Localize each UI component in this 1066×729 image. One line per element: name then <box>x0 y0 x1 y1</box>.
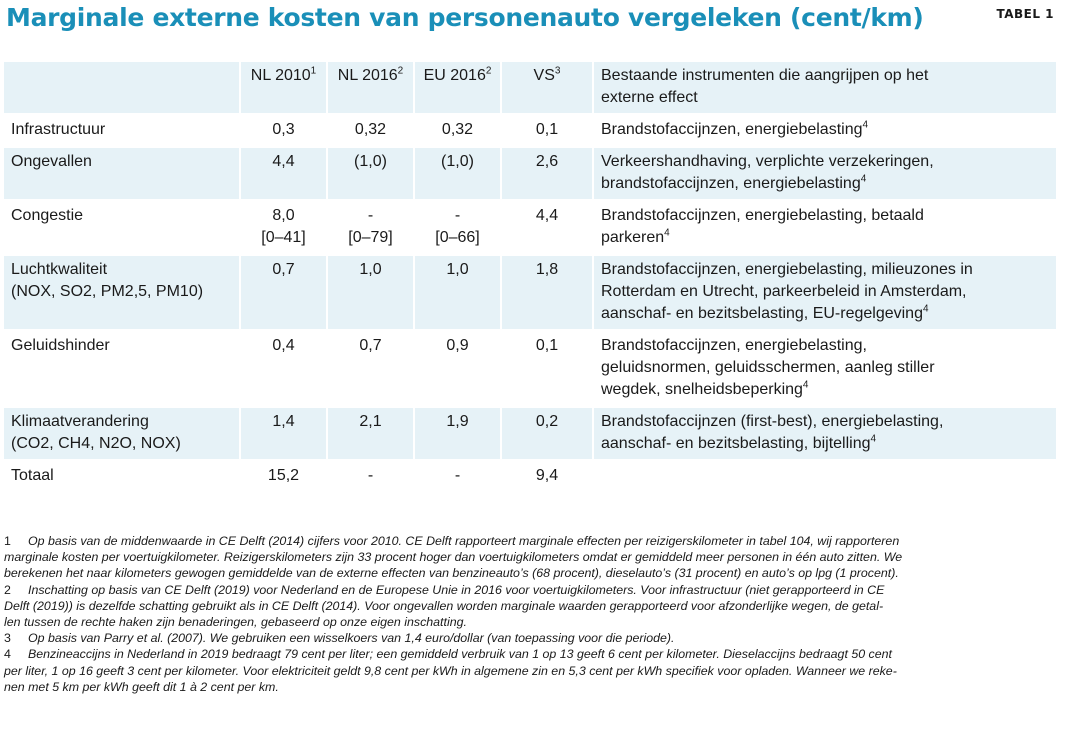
cell-instr <box>594 408 1056 459</box>
footnote-ref: 4 <box>802 379 809 391</box>
eu2016-line: - <box>454 467 461 484</box>
instr-line: aanschaf- en bezitsbelasting, EU-regelgeving <box>601 305 923 322</box>
nl2016-line: [0–79] <box>348 229 393 246</box>
footnote-text: len tussen de rechte haken zijn benaderingen, gebaseerd op onze eigen inschatting. <box>4 615 467 630</box>
instr-line: Brandstofaccijnzen, energiebelasting, betaald <box>601 207 924 224</box>
nl2016-line: - <box>367 207 374 224</box>
cell-vs <box>502 202 594 253</box>
table-tag: TABEL 1 <box>996 7 1054 21</box>
vs-line: 0,1 <box>535 337 559 354</box>
footnote-line <box>4 663 1054 679</box>
header-vs <box>502 62 594 113</box>
cat-line: Infrastructuur <box>11 121 106 138</box>
cat-line: Klimaatverandering <box>11 413 149 430</box>
eu2016-line: 0,9 <box>446 337 469 354</box>
footnote-number: 1 <box>4 534 11 548</box>
nl2016-line: 1,0 <box>359 261 382 278</box>
footnotes <box>4 533 1054 695</box>
nl2010-line: 0,3 <box>272 121 295 138</box>
footnote-text: per liter, 1 op 16 geeft 3 cent per kilometer. Voor elektriciteit geldt 9,8 cent per kWh in algemene zin en 5,3 cent per kWh specifiek voor opladen. Wanneer we reke- <box>4 663 897 678</box>
footnote-number: 2 <box>4 582 11 597</box>
cell-nl2016 <box>328 256 415 329</box>
cell-instr <box>594 148 1056 199</box>
instr-line: aanschaf- en bezitsbelasting, bijtelling <box>601 435 871 452</box>
cell-eu2016 <box>415 332 502 405</box>
footnote-line <box>4 630 1054 646</box>
footnote-text: berekenen het naar kilometers gewogen gemiddelde van de externe effecten van benzineauto’s (68 procent), dieselauto’s (31 procent) en auto’s op lpg (1 procent). <box>4 566 899 581</box>
nl2010-line: 0,7 <box>272 261 295 278</box>
vs-line: 2,6 <box>535 153 559 170</box>
footnote-line <box>4 582 1054 598</box>
instr-line: Verkeershandhaving, verplichte verzekeringen, <box>601 153 934 170</box>
vs-line: 0,1 <box>535 121 559 138</box>
vs-line: 1,8 <box>535 261 559 278</box>
cat-line: Congestie <box>11 207 84 224</box>
cell-instr <box>594 116 1056 145</box>
instr-line: Brandstofaccijnzen, energiebelasting <box>601 121 863 138</box>
nl2010-line: 8,0 <box>272 207 295 224</box>
cell-cat <box>4 256 241 329</box>
table-row <box>4 256 1056 329</box>
nl2016-line: 0,7 <box>359 337 382 354</box>
footnote-ref: 3 <box>554 65 561 77</box>
footnote-ref: 4 <box>922 303 929 315</box>
header-nl2010 <box>241 62 328 113</box>
footnote-line <box>4 549 1054 565</box>
header-vs-label: VS <box>533 67 555 84</box>
instr-line: wegdek, snelheidsbeperking <box>601 381 803 398</box>
eu2016-line: 0,32 <box>441 121 474 138</box>
footnote-ref: 2 <box>485 65 492 77</box>
table-body <box>4 116 1056 491</box>
instr-line: Rotterdam en Utrecht, parkeerbeleid in Amsterdam, <box>601 283 967 300</box>
footnote-line <box>4 565 1054 581</box>
footnote-text: marginale kosten per voertuigkilometer. Reizigerskilometers zijn 33 procent hoger dan voertuigkilometers omdat er gemiddeld meer personen in één auto zitten. We <box>4 550 903 565</box>
cell-cat <box>4 148 241 199</box>
eu2016-line: 1,9 <box>446 413 469 430</box>
table-row <box>4 202 1056 253</box>
table-row <box>4 148 1056 199</box>
cell-nl2010 <box>241 462 328 491</box>
cell-nl2010 <box>241 116 328 145</box>
footnote-ref: 4 <box>664 227 670 239</box>
table-row <box>4 332 1056 405</box>
cell-vs <box>502 462 594 491</box>
vs-line: 9,4 <box>535 467 559 484</box>
table-header-row <box>4 62 1056 113</box>
cell-nl2016 <box>328 332 415 405</box>
eu2016-line: [0–66] <box>435 229 480 246</box>
footnote-ref: 4 <box>870 433 877 445</box>
cell-cat <box>4 332 241 405</box>
cell-eu2016 <box>415 408 502 459</box>
header-category <box>4 62 241 113</box>
cell-vs <box>502 116 594 145</box>
cat-line: Geluidshinder <box>11 337 110 354</box>
cell-instr <box>594 332 1056 405</box>
cell-nl2010 <box>241 148 328 199</box>
cat-line: Totaal <box>11 467 54 484</box>
header-instruments-line: externe effect <box>601 89 698 106</box>
cell-nl2016 <box>328 148 415 199</box>
cell-cat <box>4 202 241 253</box>
vs-line: 0,2 <box>535 413 559 430</box>
instr-line: parkeren <box>601 229 665 246</box>
cell-instr <box>594 202 1056 253</box>
footnote-number: 4 <box>4 647 11 662</box>
vs-line: 4,4 <box>535 207 559 224</box>
instr-line: Brandstofaccijnzen, energiebelasting, <box>601 337 867 354</box>
cell-nl2016 <box>328 408 415 459</box>
footnote-line <box>4 614 1054 630</box>
cat-line: Luchtkwaliteit <box>11 261 108 278</box>
footnote-ref: 4 <box>860 173 867 185</box>
nl2016-line: - <box>367 467 374 484</box>
instr-line: Brandstofaccijnzen (first-best), energiebelasting, <box>601 413 944 430</box>
nl2016-line: (1,0) <box>354 153 387 170</box>
header-nl2016 <box>328 62 415 113</box>
cat-line: Ongevallen <box>11 153 92 170</box>
cell-cat <box>4 116 241 145</box>
footnote-text: Benzineaccijns in Nederland in 2019 bedraagt 79 cent per liter; een gemiddeld verbruik van 1 op 13 geeft 6 cent per kilometer. Dieselaccijns bedraagt 50 cent <box>28 647 892 662</box>
cell-vs <box>502 148 594 199</box>
eu2016-line: - <box>454 207 461 224</box>
footnote-text: Op basis van de middenwaarde in CE Delft (2014) cijfers voor 2010. CE Delft rapporteert marginale effecten per reizigerskilometer in tabel 104, wij rapporteren <box>28 534 900 548</box>
footnote-text: Op basis van Parry et al. (2007). We gebruiken een wisselkoers van 1,4 euro/dollar (van toepassing voor die periode). <box>28 631 675 646</box>
nl2010-line: 15,2 <box>267 467 300 484</box>
cell-nl2010 <box>241 256 328 329</box>
cell-nl2016 <box>328 462 415 491</box>
cell-nl2016 <box>328 116 415 145</box>
table-title: Marginale externe kosten van personenauto vergeleken (cent/km) <box>6 3 924 32</box>
footnote-line <box>4 679 1054 695</box>
footnote-ref: 1 <box>310 65 317 77</box>
footnote-ref: 2 <box>397 65 404 77</box>
footnote-number: 3 <box>4 631 11 646</box>
cat-line: (NOX, SO2, PM2,5, PM10) <box>11 283 204 300</box>
cell-vs <box>502 256 594 329</box>
nl2016-line: 0,32 <box>354 121 387 138</box>
nl2010-line: 1,4 <box>272 413 295 430</box>
header-nl2016-label: NL 2016 <box>337 67 398 84</box>
cell-eu2016 <box>415 462 502 491</box>
cell-vs <box>502 408 594 459</box>
table-row <box>4 462 1056 491</box>
header-eu2016 <box>415 62 502 113</box>
nl2010-line: [0–41] <box>261 229 306 246</box>
footnote-text: Delft (2019)) is dezelfde schatting gebruikt als in CE Delft (2014). Voor ongevallen worden marginale waarden gerapporteerd voor afzonderlijke wegen, de getal- <box>4 598 884 613</box>
footnote-line <box>4 598 1054 614</box>
cat-line: (CO2, CH4, N2O, NOX) <box>11 435 181 452</box>
cell-nl2010 <box>241 202 328 253</box>
footnote-line <box>4 646 1054 662</box>
table-row <box>4 408 1056 459</box>
cost-table <box>4 59 1056 494</box>
header-eu2016-label: EU 2016 <box>423 67 486 84</box>
header-instruments <box>594 62 1056 113</box>
footnote-text: nen met 5 km per kWh geeft dit 1 à 2 cent per km. <box>4 679 279 694</box>
cell-vs <box>502 332 594 405</box>
eu2016-line: 1,0 <box>446 261 469 278</box>
cell-nl2010 <box>241 332 328 405</box>
footnote-text: Inschatting op basis van CE Delft (2019) voor Nederland en de Europese Unie in 2016 voor voertuigkilometers. Voor infrastructuur (niet gerapporteerd in CE <box>28 582 885 597</box>
cell-eu2016 <box>415 202 502 253</box>
eu2016-line: (1,0) <box>441 153 474 170</box>
instr-line: brandstofaccijnzen, energiebelasting <box>601 175 861 192</box>
footnote-ref: 4 <box>862 119 869 131</box>
cell-eu2016 <box>415 116 502 145</box>
cell-instr <box>594 462 1056 491</box>
instr-line: geluidsnormen, geluidsschermen, aanleg stiller <box>601 359 935 376</box>
nl2016-line: 2,1 <box>359 413 382 430</box>
table-row <box>4 116 1056 145</box>
cell-nl2016 <box>328 202 415 253</box>
nl2010-line: 0,4 <box>272 337 295 354</box>
cell-cat <box>4 462 241 491</box>
nl2010-line: 4,4 <box>272 153 295 170</box>
footnote-line <box>4 533 1054 549</box>
cell-cat <box>4 408 241 459</box>
cell-eu2016 <box>415 256 502 329</box>
cell-instr <box>594 256 1056 329</box>
header-instruments-line: Bestaande instrumenten die aangrijpen op het <box>601 67 929 84</box>
header-nl2010-label: NL 2010 <box>250 67 311 84</box>
cell-nl2010 <box>241 408 328 459</box>
cell-eu2016 <box>415 148 502 199</box>
instr-line: Brandstofaccijnzen, energiebelasting, milieuzones in <box>601 261 973 278</box>
